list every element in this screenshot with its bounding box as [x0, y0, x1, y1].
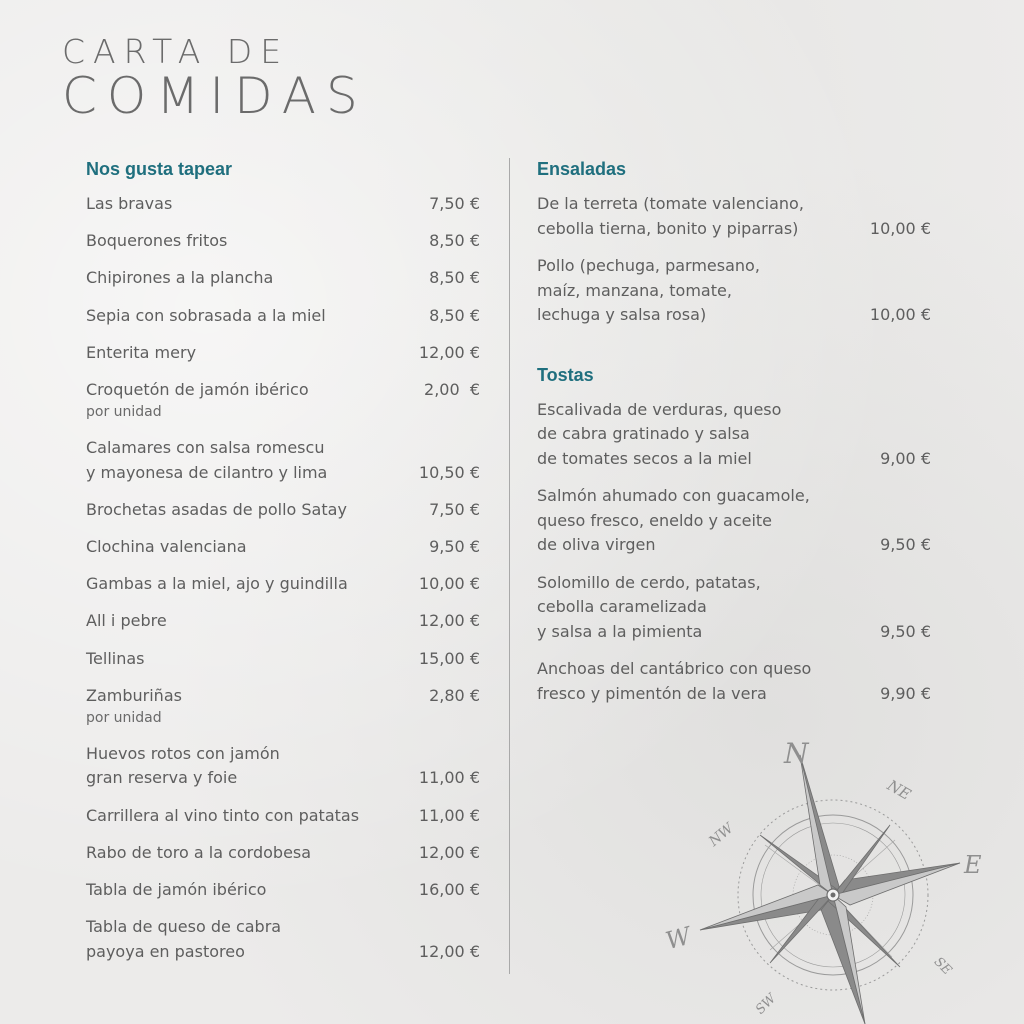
menu-item [86, 841, 480, 866]
menu-item-name: Chipirones a la plancha [86, 268, 274, 288]
menu-item-price: 12,00 € [418, 342, 480, 362]
tostas-section [537, 362, 931, 707]
menu-item [86, 498, 480, 523]
right-column [537, 156, 931, 719]
menu-item [86, 304, 480, 329]
menu-item-price: 8,50 € [429, 305, 480, 325]
menu-item-price: 9,00 € [880, 448, 931, 468]
menu-item-price: 9,50 € [429, 537, 480, 556]
menu-item [537, 484, 931, 558]
menu-item-price: 9,50 € [880, 535, 931, 554]
section-title-tostas: Tostas [537, 364, 594, 385]
menu-item-price: 9,90 € [880, 683, 931, 703]
menu-item-name: All i pebre [86, 611, 167, 631]
menu-item-price: 7,50 € [429, 499, 480, 519]
menu-item-name: Salmón ahumado con guacamole, queso fresco, eneldo y aceite de oliva virgen [537, 486, 810, 554]
menu-item-price: 10,00 € [418, 574, 480, 594]
menu-item-name: Croquetón de jamón ibérico [86, 379, 309, 399]
menu-item-price: 12,00 € [418, 611, 480, 631]
salads-list [537, 192, 931, 328]
menu-item-price: 12,00 € [418, 842, 480, 862]
menu-item-name: Tabla de queso de cabra payoya en pastoreo [86, 917, 282, 961]
menu-item-price: 8,50 € [429, 268, 480, 288]
menu-item [86, 572, 480, 597]
menu-item-name: Clochina valenciana [86, 537, 247, 556]
menu-item-name: De la terreta (tomate valenciano, cebolla tierna, bonito y piparras) [537, 194, 804, 238]
menu-item [86, 647, 480, 672]
menu-item-price: 16,00 € [418, 880, 480, 899]
tapas-column [86, 156, 480, 977]
menu-item-name: Tellinas [86, 648, 145, 668]
menu-item [537, 192, 931, 241]
menu-item [86, 609, 480, 634]
menu-item [86, 535, 480, 560]
salads-section [537, 156, 931, 328]
menu-item [86, 378, 480, 424]
menu-item [86, 684, 480, 730]
menu-item-price: 11,00 € [418, 805, 480, 825]
menu-item-name: Brochetas asadas de pollo Satay [86, 499, 347, 519]
menu-item [86, 436, 480, 485]
menu-item-name: Boquerones fritos [86, 231, 228, 251]
compass-label-nw: NW [706, 820, 737, 850]
compass-label-sw: SW [752, 991, 780, 1018]
menu-item-name: Tabla de jamón ibérico [86, 880, 267, 899]
menu-item-name: Calamares con salsa romescu y mayonesa de cilantro y lima [86, 438, 328, 482]
menu-item-name: Solomillo de cerdo, patatas, cebolla caramelizada y salsa a la pimienta [537, 572, 761, 641]
menu-item-price: 15,00 € [418, 648, 480, 668]
compass-label-e: E [964, 851, 982, 879]
title-line-1: CARTA DE [62, 32, 290, 71]
menu-item-price: 12,00 € [418, 941, 480, 961]
menu-item [537, 571, 931, 645]
menu-item-name: Gambas a la miel, ajo y guindilla [86, 574, 348, 594]
column-divider [509, 158, 510, 974]
menu-item-price: 8,50 € [429, 231, 480, 251]
menu-item-name: Pollo (pechuga, parmesano, maíz, manzana, tomate, lechuga y salsa rosa) [537, 256, 760, 324]
compass-label-w: W [662, 921, 694, 956]
menu-item-price: 2,00 € [424, 379, 480, 399]
menu-item-name: Sepia con sobrasada a la miel [86, 305, 326, 325]
menu-item-note: por unidad [86, 710, 162, 727]
menu-item [86, 341, 480, 366]
menu-item [537, 657, 931, 706]
page-title [62, 32, 368, 125]
menu-item-note: por unidad [86, 404, 162, 421]
compass-rose-icon [660, 735, 1000, 1024]
tostas-list [537, 398, 931, 707]
menu-item-name: Anchoas del cantábrico con queso fresco y pimentón de la vera [537, 659, 812, 703]
compass-label-se: SE [930, 954, 955, 979]
compass-label-n: N [784, 737, 809, 770]
menu-item [537, 398, 931, 472]
menu-item-name: Carrillera al vino tinto con patatas [86, 805, 360, 825]
menu-item-name: Huevos rotos con jamón gran reserva y foie [86, 743, 280, 788]
menu-item-name: Las bravas [86, 194, 173, 213]
menu-item [86, 742, 480, 791]
menu-item [86, 878, 480, 903]
menu-item-name: Rabo de toro a la cordobesa [86, 842, 312, 862]
menu-item-price: 10,00 € [869, 218, 931, 238]
menu-item [86, 915, 480, 964]
menu-item-price: 7,50 € [429, 194, 480, 213]
section-title-ensaladas: Ensaladas [537, 159, 627, 179]
menu-item-name: Zamburiñas [86, 685, 182, 705]
menu-item [86, 192, 480, 217]
menu-item-price: 10,00 € [869, 305, 931, 324]
section-title-tapas: Nos gusta tapear [86, 159, 233, 179]
compass-label-ne: NE [884, 776, 914, 804]
menu-item-name: Escalivada de verduras, queso de cabra gratinado y salsa de tomates secos a la miel [537, 399, 782, 468]
menu-item [86, 229, 480, 254]
tapas-list [86, 192, 480, 964]
title-line-2: COMIDAS [62, 67, 368, 125]
menu-item [86, 266, 480, 291]
menu-item [86, 804, 480, 829]
menu-item-price: 2,80 € [429, 685, 480, 705]
menu-item-price: 10,50 € [418, 462, 480, 482]
menu-item-price: 9,50 € [880, 621, 931, 641]
menu-item [537, 254, 931, 328]
menu-item-name: Enterita mery [86, 342, 197, 362]
menu-item-price: 11,00 € [418, 768, 480, 788]
